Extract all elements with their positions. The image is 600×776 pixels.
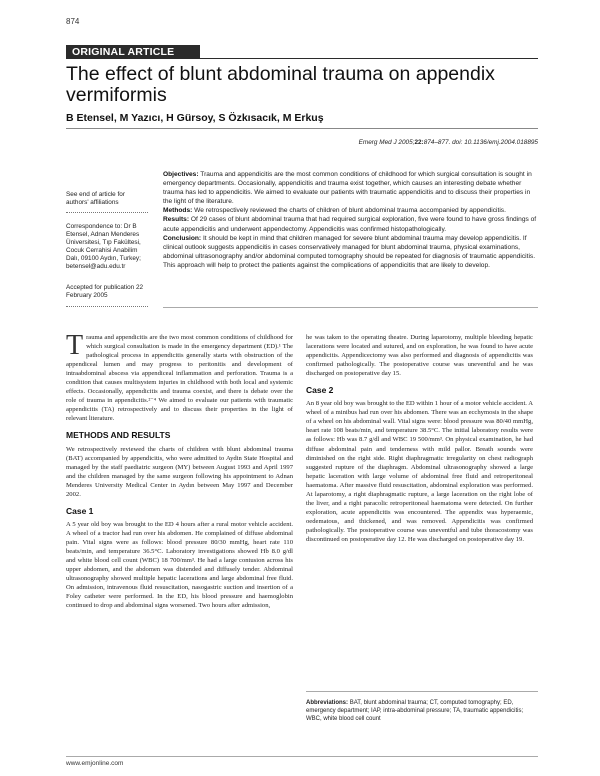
page-number: 874	[66, 17, 80, 26]
case2-paragraph: An 8 year old boy was brought to the ED within 1 hour of a motor vehicle accident. A wheel of a minibus had run over his abdomen. There was an ecchymosis in the shape of a wheel on his abdominal wall. Vital signs were: blood pressure was 80/40 mmHg, heart rate 108 beats/min, and temperature 38.5°C. The initial laboratory results were as follows: Hb was 8.7 g/dl and WBC 19 500/mm³. On physical examination, he had diffuse abdominal pain and tenderness with mild pallor. Breath sounds were diminished on the right side. Right diaphragmatic irregularity on chest radiograph suggested rupture of the diaphragm. Abdominal ultrasonography showed a large hepatic laceration with large volume of abdominal free fluid and retroperitoneal haematoma. After massive fluid resuscitation, abdominal exploration was performed. At laparotomy, a right diaphragmatic rupture, a large laceration on the right lobe of the liver, and a right paracolic retroperitoneal haematoma were detected. On further exploration, acute appendicitis was encountered. The appendix was hyperaemic, oedematous, and thickened, and was removed. Appendicitis was confirmed pathologically. The postoperative course was uneventful and tube thoracostomy was discontinued on postoperative day 12. He was discharged on postoperative day 19.	[306, 400, 533, 543]
footer-rule	[66, 756, 538, 757]
body-column-right	[306, 333, 533, 544]
article-type-banner: ORIGINAL ARTICLE	[66, 45, 200, 59]
journal-url[interactable]: www.emjonline.com	[66, 760, 124, 767]
intro-text: rauma and appendicitis are the two most common conditions of childhood for which surgical consultation is made in the emergency department (ED).¹ The pathological process in appendicitis generally starts with obstruction of the appendiceal lumen and may progress to peritonitis and development of intraabdominal abscess via appendiceal inflammation and perforation. Trauma is a condition that causes multisystem injuries in childhood with both local and systemic effects. Occasionally, appendicitis and trauma coexist, and there is debate over the role of trauma in appendicitis.²⁻⁴ We aimed to evaluate our patients with traumatic appendicitis (TA) retrospectively and to discuss their properties in the light of relevant literature.	[66, 334, 293, 423]
intro-paragraph	[66, 330, 293, 423]
body-column-left	[66, 330, 293, 610]
abstract-rule	[163, 307, 538, 308]
methods-paragraph: We retrospectively reviewed the charts of children with blunt abdominal trauma (BAT) accompanied by appendicitis, who were admitted to Aydin State Hospital and managed by the staff paediatric surgeon (MY) between August 1993 and April 1997 and the children managed by the same surgeon following his appointment to Adnan Menderes University Medical Center in Aydın between May 1997 and December 2002.	[66, 445, 293, 498]
article-title: The effect of blunt abdominal trauma on appendix vermiformis	[66, 63, 495, 106]
case1-paragraph: A 5 year old boy was brought to the ED 4 hours after a rural motor vehicle accident. A wheel of a tractor had run over his abdomen. He complained of diffuse abdominal pain. Vital signs were as follows: blood pressure 80/30 mmHg, heart rate 110 beats/min, and temperature 36.5°C. Laboratory investigations showed Hb 8.0 g/dl and white blood cell count (WBC) 18 700/mm³. He had a large contusion across his upper abdomen, and the abdomen was distended and diffusely tender. Abdominal ultrasonography showed multiple hepatic lacerations and large abdominal free fluid. On admission, intravenous fluid resuscitation, nasogastric suction and insertion of a Foley catheter were performed. In the ED, his blood pressure and haemoglobin continued to drop and abdominal signs worsened. Two hours after admission,	[66, 520, 293, 610]
abbreviations-text: BAT, blunt abdominal trauma; CT, computed tomography; ED, emergency department; IAP, intra-abdominal pressure; TA, traumatic appendicitis; WBC, white blood cell count	[306, 700, 524, 722]
abstract-conclusion	[163, 234, 538, 270]
conclusion-text: It should be kept in mind that children managed for severe blunt abdominal trauma may develop appendicitis. If clinical outlook suggests appendicitis in cases conservatively managed for blunt abdominal trauma, physical examinations, abdominal ultrasonography and/or abdominal computed tomography should be repeated for diagnosis of traumatic appendicitis. This approach will help to protect the patients against the complications of appendicitis that are likely to develop.	[163, 234, 536, 269]
accepted-date: Accepted for publication 22 February 2005	[66, 284, 144, 299]
conclusion-label: Conclusion:	[163, 234, 202, 242]
citation-prefix: Emerg Med J 2005;	[358, 139, 415, 146]
abstract-objectives	[163, 170, 538, 206]
results-text: Of 29 cases of blunt abdominal trauma that had required surgical exploration, five were found to have gross findings of acute appendicitis and underwent appendectomy. Appendicitis was confirmed histopathologically.	[163, 216, 537, 233]
header-rule	[66, 58, 538, 59]
abstract-results	[163, 215, 538, 233]
objectives-label: Objectives:	[163, 171, 199, 178]
drop-cap: T	[66, 330, 84, 361]
methods-heading: METHODS AND RESULTS	[66, 430, 171, 441]
sidebar-divider	[66, 212, 148, 213]
author-list: B Etensel, M Yazıcı, H Gürsoy, S Özkısacık, M Erkuş	[66, 112, 324, 124]
citation-volume: 22:	[414, 139, 424, 146]
methods-label: Methods:	[163, 207, 193, 215]
citation	[300, 139, 538, 146]
authors-rule	[66, 128, 538, 129]
citation-suffix: 874–877. doi: 10.1136/emj.2004.018895	[423, 139, 538, 146]
case2-heading: Case 2	[306, 385, 334, 396]
abbreviations-box	[306, 691, 538, 723]
abstract	[163, 170, 538, 270]
methods-text: We retrospectively reviewed the charts of children of blunt abdominal trauma accompanied by appendicitis.	[194, 207, 506, 215]
correspondence-address: Correspondence to: Dr B Etensel, Adnan Menderes Üniversitesi, Tıp Fakültesi, Cocuk Cerrahisi Anabilim Dalı, 09100 Aydın, Turkey; betensel@adu.edu.tr	[66, 223, 141, 270]
affiliations-note: See end of article for authors' affiliations	[66, 191, 125, 206]
case1-heading: Case 1	[66, 505, 94, 516]
abbreviations-label: Abbreviations:	[306, 700, 349, 706]
results-label: Results:	[163, 216, 190, 224]
case1-continuation: he was taken to the operating theatre. During laparotomy, multiple bleeding hepatic lacerations were located and sutured, and on exploration, he was found to have acute appendicitis. Appendicectomy was also performed and diagnosis of appendicitis was confirmed pathologically. The postoperative course was uneventful and he was discharged on postoperative day 15.	[306, 334, 533, 378]
objectives-text: Trauma and appendicitis are the most common conditions of childhood for which surgical consultation is sought in emergency departments. Occasionally, appendicitis and trauma exist together, which causes an interesting debate whether trauma has led to appendicitis. We aimed to evaluate our patients with traumatic appendicitis and to discuss their properties in the light of the literature.	[163, 171, 532, 206]
sidebar-divider	[66, 306, 148, 307]
abstract-methods	[163, 206, 538, 215]
